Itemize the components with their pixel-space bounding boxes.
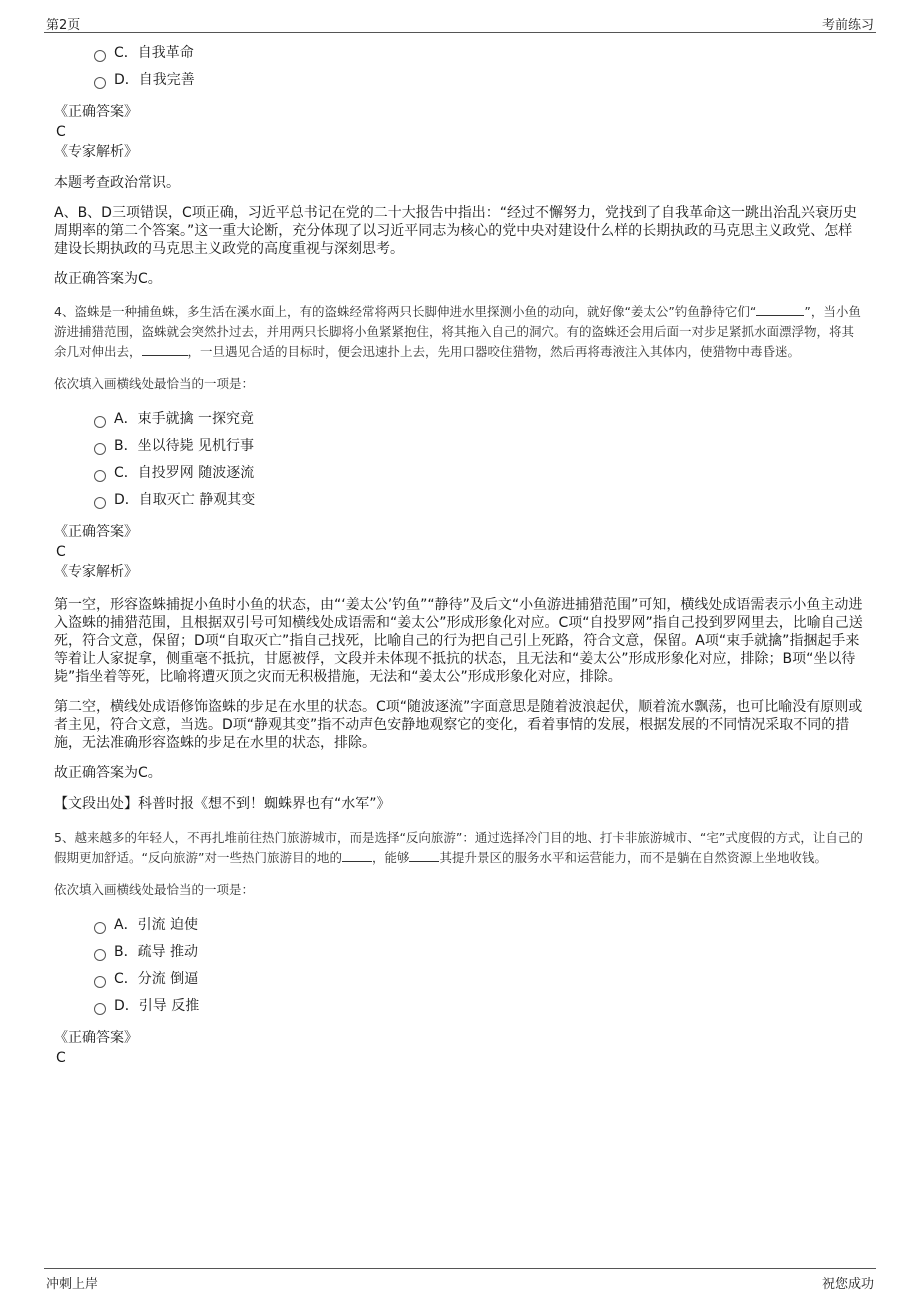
analysis-paragraph: 故正确答案为C。 bbox=[54, 765, 162, 781]
answer-value: C bbox=[56, 544, 66, 560]
option-letter: A． bbox=[114, 917, 138, 933]
option-text: 自我完善 bbox=[138, 72, 195, 88]
option-text: 自我革命 bbox=[137, 45, 194, 61]
footer-right-text: 祝您成功 bbox=[821, 1277, 874, 1292]
source-citation: 【文段出处】科普时报《想不到！蜘蛛界也有“水军”》 bbox=[54, 796, 391, 812]
question-text: 5、越来越多的年轻人，不再扎堆前往热门旅游城市，而是选择“反向旅游”：通过选择冷门目的地、打卡非旅游城市、“宅”式度假的方式，让自己的假期更加舒适。“反向旅游”对一些热门旅游目的地的 ，能够 其提升景区的服务水平和运营能力，而不是躺在自然资源上坐地收钱。 bbox=[54, 830, 863, 865]
option-b[interactable] bbox=[94, 435, 866, 462]
option-text: 引流 迫使 bbox=[137, 917, 199, 933]
option-text: 束手就擒 一探究竟 bbox=[137, 411, 255, 427]
analysis-paragraph: A、B、D三项错误，C项正确，习近平总书记在党的二十大报告中指出：“经过不懈努力，党找到了自我革命这一跳出治乱兴衰历史周期率的第二个答案。”这一重大论断，充分体现了以习近平同志为核心的党中央对建设什么样的长期执政的马克思主义政党、怎样建设长期执政的马克思主义政党的高度重视与深刻思考。 bbox=[54, 205, 857, 257]
option-letter: D． bbox=[114, 72, 139, 88]
analysis-paragraph: 故正确答案为C。 bbox=[54, 271, 162, 287]
option-d[interactable] bbox=[94, 995, 866, 1022]
radio-icon[interactable] bbox=[94, 77, 106, 89]
question-3 bbox=[54, 42, 866, 288]
header-title: 考前练习 bbox=[821, 18, 874, 33]
option-text: 分流 倒逼 bbox=[137, 971, 199, 987]
blank-line bbox=[409, 849, 439, 862]
option-a[interactable] bbox=[94, 914, 866, 941]
option-letter: A． bbox=[114, 411, 138, 427]
option-text: 自取灭亡 静观其变 bbox=[138, 492, 256, 508]
analysis-paragraph: 第一空，形容盗蛛捕捉小鱼时小鱼的状态，由“‘姜太公’钓鱼”“静待”及后文“小鱼游进捕猎范围”可知，横线处成语需表示小鱼主动进入盗蛛的捕猎范围，且根据双引号可知横线处成语需和“姜太公”形成形象化对应。C项“自投罗网”指自己投到罗网里去，比喻自己送死，符合文意，保留；D项“自取灭亡”指自己找死，比喻自己的行为把自己引上死路，符合文意，保留。A项“束手就擒”指捆起手来等着让人家捉拿，侧重毫不抵抗，甘愿被俘，文段并未体现不抵抗的状态，且无法和“姜太公”形成形象化对应，排除；B项“坐以待毙”指坐着等死，比喻将遭灭顶之灾而无积极措施，无法和“姜太公”形成形象化对应，排除。 bbox=[54, 597, 863, 685]
answer-value: C bbox=[56, 1050, 66, 1066]
page-footer bbox=[44, 1268, 876, 1291]
radio-icon[interactable] bbox=[94, 416, 106, 428]
blank-line bbox=[756, 303, 804, 316]
radio-icon[interactable] bbox=[94, 50, 106, 62]
option-c[interactable] bbox=[94, 462, 866, 489]
option-c[interactable] bbox=[94, 968, 866, 995]
question-5 bbox=[54, 828, 866, 1068]
analysis-tag: 《专家解析》 bbox=[54, 564, 138, 580]
option-letter: D． bbox=[114, 998, 139, 1014]
option-a[interactable] bbox=[94, 408, 866, 435]
option-d[interactable] bbox=[94, 69, 866, 96]
option-c[interactable] bbox=[94, 42, 866, 69]
question-text: 4、盗蛛是一种捕鱼蛛，多生活在溪水面上，有的盗蛛经常将两只长脚伸进水里探测小鱼的动向，就好像“姜太公”钓鱼静待它们“ ”，当小鱼游进捕猎范围，盗蛛就会突然扑过去，并用两只长脚将小鱼紧紧抱住，将其拖入自己的洞穴。有的盗蛛还会用后面一对步足紧抓水面漂浮物，将其余几对伸出去， ，一旦遇见合适的目标时，便会迅速扑上去，先用口器咬住猎物，然后再将毒液注入其体内，使猎物中毒昏迷。 bbox=[54, 304, 861, 359]
analysis-tag: 《专家解析》 bbox=[54, 144, 138, 160]
option-letter: C． bbox=[114, 971, 138, 987]
question-prompt: 依次填入画横线处最恰当的一项是： bbox=[54, 882, 255, 897]
page-number: 第2页 bbox=[46, 18, 81, 33]
analysis-paragraph: 第二空，横线处成语修饰盗蛛的步足在水里的状态。C项“随波逐流”字面意思是随着波浪起伏，顺着流水飘荡，也可比喻没有原则或者主见，符合文意，当选。D项“静观其变”指不动声色安静地观察它的变化，看着事情的发展，根据发展的不同情况采取不同的措施，无法准确形容盗蛛的步足在水里的状态，排除。 bbox=[54, 699, 863, 751]
answer-tag: 《正确答案》 bbox=[54, 1030, 138, 1046]
option-letter: B． bbox=[114, 438, 138, 454]
analysis-paragraph: 本题考查政治常识。 bbox=[54, 175, 180, 191]
radio-icon[interactable] bbox=[94, 443, 106, 455]
radio-icon[interactable] bbox=[94, 1003, 106, 1015]
question-prompt: 依次填入画横线处最恰当的一项是： bbox=[54, 376, 255, 391]
option-text: 坐以待毙 见机行事 bbox=[137, 438, 255, 454]
answer-tag: 《正确答案》 bbox=[54, 524, 138, 540]
footer-left-text: 冲刺上岸 bbox=[46, 1277, 99, 1292]
option-text: 引导 反推 bbox=[138, 998, 200, 1014]
answer-value: C bbox=[56, 124, 66, 140]
option-letter: C． bbox=[114, 45, 138, 61]
option-text: 疏导 推动 bbox=[137, 944, 199, 960]
blank-line bbox=[142, 343, 188, 356]
option-d[interactable] bbox=[94, 489, 866, 516]
document-content bbox=[54, 42, 866, 1068]
option-letter: D． bbox=[114, 492, 139, 508]
answer-tag: 《正确答案》 bbox=[54, 104, 138, 120]
option-b[interactable] bbox=[94, 941, 866, 968]
radio-icon[interactable] bbox=[94, 949, 106, 961]
radio-icon[interactable] bbox=[94, 976, 106, 988]
page-header bbox=[44, 12, 876, 33]
option-letter: B． bbox=[114, 944, 138, 960]
question-4 bbox=[54, 302, 866, 814]
option-letter: C． bbox=[114, 465, 138, 481]
radio-icon[interactable] bbox=[94, 497, 106, 509]
radio-icon[interactable] bbox=[94, 470, 106, 482]
radio-icon[interactable] bbox=[94, 922, 106, 934]
option-text: 自投罗网 随波逐流 bbox=[137, 465, 255, 481]
blank-line bbox=[342, 849, 372, 862]
